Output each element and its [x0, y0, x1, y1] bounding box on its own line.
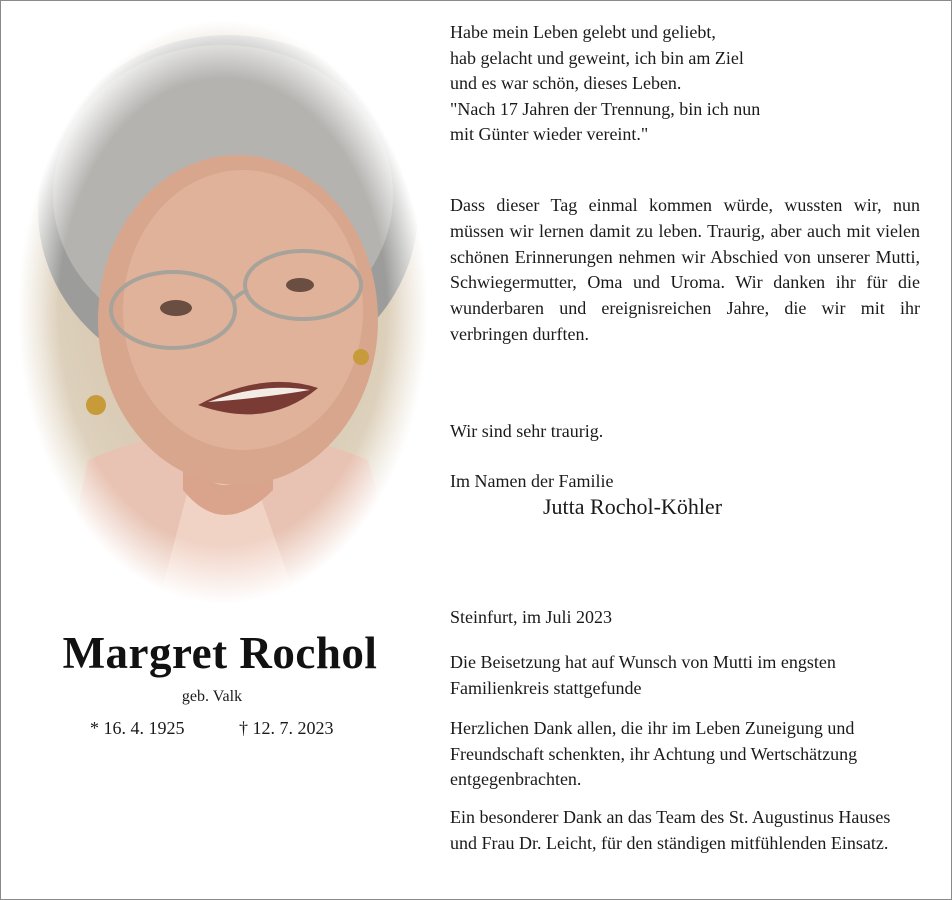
signer-name: Jutta Rochol-Köhler — [543, 494, 723, 519]
place-date: Steinfurt, im Juli 2023 — [450, 607, 612, 627]
burial-notice: Die Beisetzung hat auf Wunsch von Mutti im engsten Familienkreis stattgefunde — [450, 652, 836, 698]
birth-date: * 16. 4. 1925 — [90, 718, 185, 738]
special-thanks-paragraph: Ein besonderer Dank an das Team des St. Augustinus Hauses und Frau Dr. Leicht, für den ständigen mitfühlenden Einsatz. — [450, 807, 891, 853]
thanks-paragraph: Herzlichen Dank allen, die ihr im Leben Zuneigung und Freundschaft schenkten, ihr Achtung und Wertschätzung entgegenbrachten. — [450, 718, 858, 789]
poem-line: "Nach 17 Jahren der Trennung, bin ich nun — [450, 98, 761, 119]
on-behalf-line: Im Namen der Familie — [450, 471, 614, 491]
maiden-name: geb. Valk — [181, 688, 243, 705]
deceased-name: Margret Rochol — [62, 628, 378, 678]
portrait-photo — [18, 20, 428, 605]
poem-line: Habe mein Leben gelebt und geliebt, — [450, 22, 716, 42]
farewell-paragraph: Dass dieser Tag einmal kommen würde, wussten wir, nun müssen wir lernen damit zu leben. Traurig, aber auch mit vielen schönen Erinnerungen nehmen wir Abschied von unserer Mutti, Schwiegermutter, Oma und Uroma. Wir danken ihr für die wunderbaren und ereignisreichen Jahre, die wir mit ihr verbringen durften. — [450, 195, 920, 344]
death-date: † 12. 7. 2023 — [239, 718, 334, 738]
poem-line: mit Günter wieder vereint." — [450, 124, 649, 144]
poem — [450, 20, 920, 148]
sad-line: Wir sind sehr traurig. — [450, 421, 604, 441]
poem-line: und es war schön, dieses Leben. — [450, 73, 682, 93]
poem-line: hab gelacht und geweint, ich bin am Ziel — [450, 47, 744, 68]
